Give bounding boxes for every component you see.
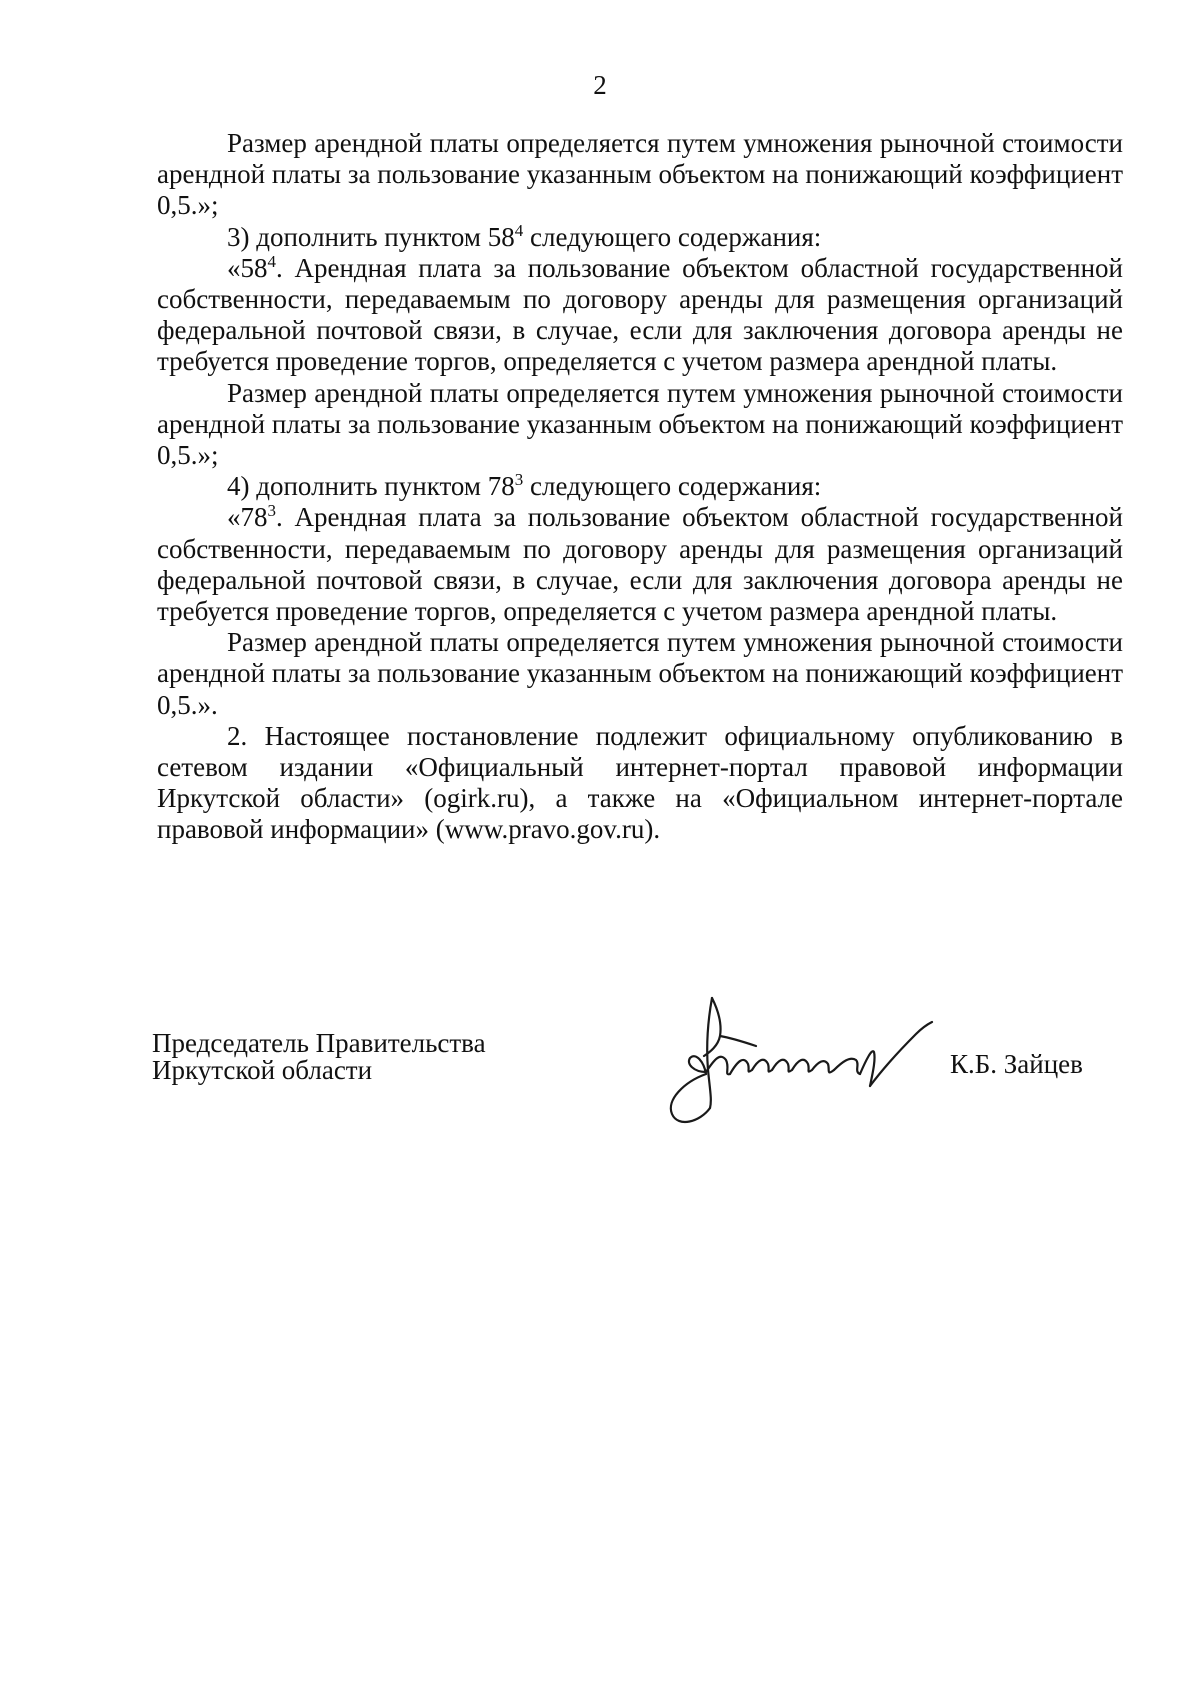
paragraph-text: Размер арендной платы определяется путем умножения рыночной стоимости арендной платы за пользование указанным объектом на понижающий коэффициент 0,5.»; <box>157 128 1123 221</box>
signer-title <box>152 1030 486 1084</box>
paragraph-text: . Арендная плата за пользование объектом областной государственной собственности, передаваемым по договору аренды для размещения организаций федеральной почтовой связи, в случае, если для заключения договора аренды не требуется проведение торгов, определяется с учетом размера арендной платы. <box>157 252 1123 377</box>
superscript: 4 <box>514 220 524 240</box>
paragraph-8 <box>157 721 1123 846</box>
superscript: 3 <box>267 501 276 521</box>
signer-name: К.Б. Зайцев <box>950 1049 1083 1079</box>
superscript: 4 <box>267 251 276 271</box>
paragraph-text: 3) дополнить пунктом 58 <box>227 221 515 252</box>
paragraph-4 <box>157 378 1123 472</box>
paragraph-1 <box>157 128 1123 222</box>
paragraph-2 <box>157 222 1123 253</box>
paragraph-text: 2. Настоящее постановление подлежит официальному опубликованию в сетевом издании «Официальный интернет-портал правовой информации Иркутской области» (ogirk.ru), а также на «Официальном интернет-портале правовой информации» (www.pravo.gov.ru). <box>157 720 1123 845</box>
paragraph-text: «58 <box>227 252 268 283</box>
paragraph-7 <box>157 627 1123 721</box>
paragraph-6 <box>157 502 1123 627</box>
signer-title-line-1: Председатель Правительства <box>152 1028 486 1058</box>
paragraph-text: следующего содержания: <box>523 221 822 252</box>
document-body <box>157 128 1123 846</box>
superscript: 3 <box>514 470 524 490</box>
page-number: 2 <box>593 70 607 100</box>
handwritten-signature-icon <box>660 990 960 1150</box>
paragraph-5 <box>157 471 1123 502</box>
paragraph-text: следующего содержания: <box>523 471 822 502</box>
signer-title-line-2: Иркутской области <box>152 1055 373 1085</box>
paragraph-3 <box>157 253 1123 378</box>
paragraph-text: 4) дополнить пунктом 78 <box>227 471 515 502</box>
paragraph-text: Размер арендной платы определяется путем умножения рыночной стоимости арендной платы за пользование указанным объектом на понижающий коэффициент 0,5.». <box>157 627 1123 720</box>
paragraph-text: Размер арендной платы определяется путем умножения рыночной стоимости арендной платы за пользование указанным объектом на понижающий коэффициент 0,5.»; <box>157 377 1123 471</box>
paragraph-text: . Арендная плата за пользование объектом областной государственной собственности, передаваемым по договору аренды для размещения организаций федеральной почтовой связи, в случае, если для заключения договора аренды не требуется проведение торгов, определяется с учетом размера арендной платы. <box>157 502 1123 627</box>
signature-block <box>0 1030 1200 1180</box>
paragraph-text: «78 <box>227 502 268 533</box>
